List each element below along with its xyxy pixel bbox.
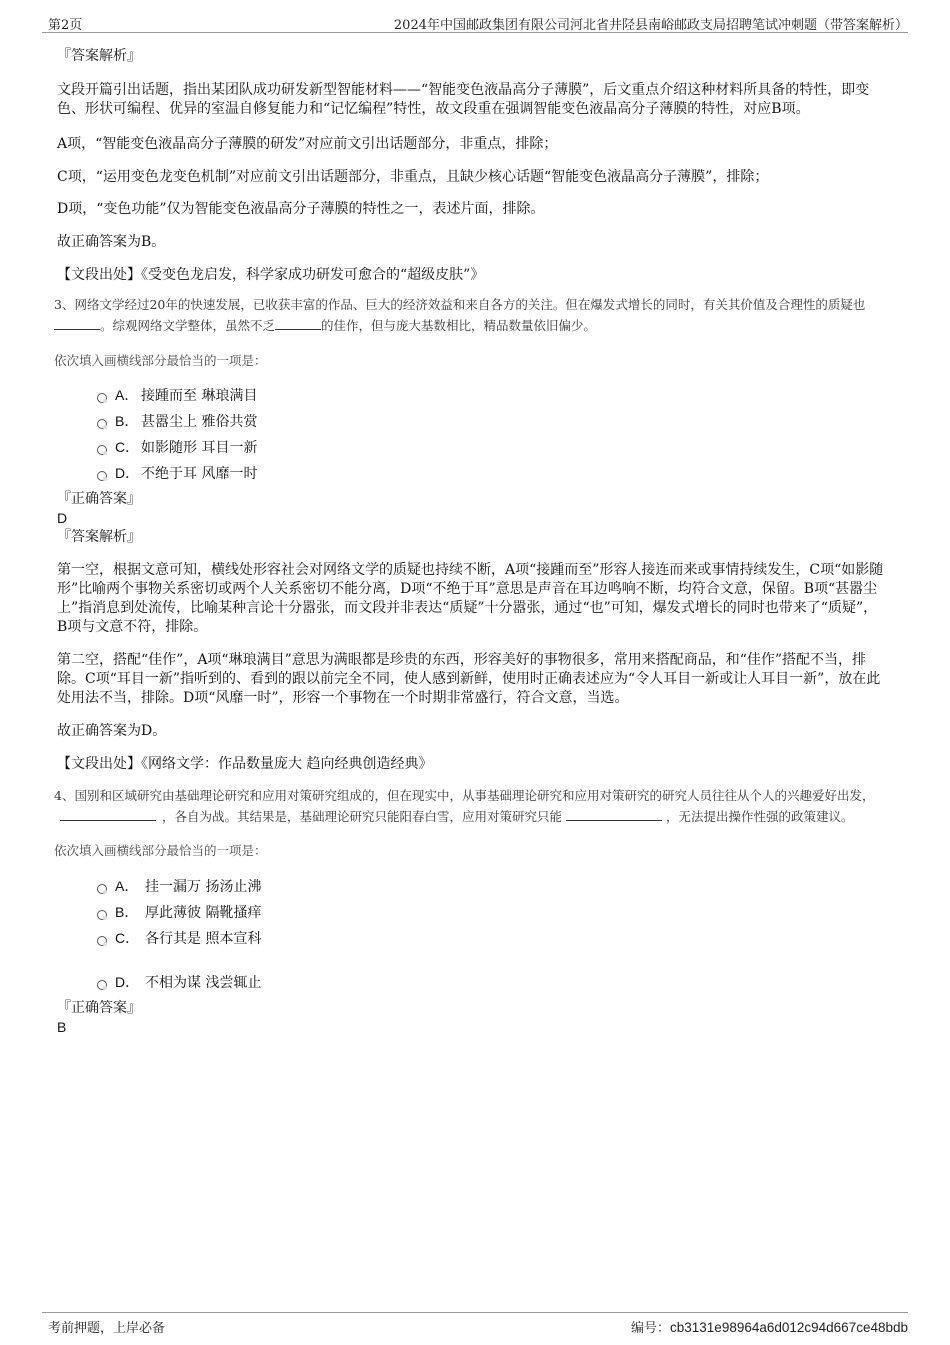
q4-options	[57, 876, 887, 998]
q3-answer: D	[57, 510, 68, 526]
q3-analysis-label: 『答案解析』	[57, 529, 141, 545]
q3-conclusion: 故正确答案为D。	[57, 723, 167, 739]
document-code	[631, 1317, 908, 1336]
q3-analysis-second-blank: 第二空，搭配“佳作”，A项“琳琅满目”意思为满眼都是珍贵的东西，形容美好的事物很多，常用来搭配商品，和“佳作”搭配不当，排除。C项“耳目一新”指听到的、看到的跟以前完全不同，使人感到新鲜，使用时正确表述应为“令人耳目一新或让人耳目一新”，放在此处用法不当，排除。D项“风靡一时”，形容一个事物在一个时期非常盛行，符合文意，当选。	[57, 652, 881, 706]
q3-source	[57, 754, 887, 774]
code-value: cb3131e98964a6d012c94d667ce48bdb	[670, 1320, 908, 1335]
radio-button-icon[interactable]	[97, 445, 107, 455]
q4-prompt: 依次填入画横线部分最恰当的一项是：	[54, 843, 267, 858]
radio-button-icon[interactable]	[97, 419, 107, 429]
q3-answer-label: 『正确答案』	[57, 491, 141, 507]
answer-blank	[566, 806, 662, 821]
answer-blank	[60, 806, 156, 821]
answer-blank	[54, 315, 100, 330]
source-label: 【文段出处】	[57, 756, 141, 772]
radio-button-icon[interactable]	[97, 884, 107, 894]
q3-options	[57, 385, 887, 489]
radio-button-icon[interactable]	[97, 936, 107, 946]
q2-analysis-paragraph: 文段开篇引出话题，指出某团队成功研发新型智能材料——“智能变色液晶高分子薄膜”，后文重点介绍这种材料所具备的特性，即变色、形状可编程、优异的室温自修复能力和“记忆编程”特性，故文段重在强调智能变色液晶高分子薄膜的特性，对应B项。	[57, 82, 870, 117]
source-label: 【文段出处】	[57, 267, 141, 283]
answer-blank	[275, 315, 321, 330]
source-title: 《受变色龙启发，科学家成功研发可愈合的“超级皮肤”》	[141, 267, 485, 283]
page-content	[54, 44, 887, 1036]
radio-button-icon[interactable]	[97, 910, 107, 920]
q3-question-text: 3、网络文学经过20年的快速发展，已收获丰富的作品、巨大的经济效益和来自各方的关注。但在爆发式增长的同时，有关其价值及合理性的质疑也。综观网络文学整体，虽然不乏 的佳作，但与庞大基数相比，精品数量依旧偏少。	[54, 297, 866, 333]
q4-option-b[interactable]: B． 厚此薄彼 隔靴搔痒	[57, 902, 887, 928]
q3-option-a[interactable]: A． 接踵而至 琳琅满目	[57, 385, 887, 411]
q2-option-d-analysis: D项，“变色功能”仅为智能变色液晶高分子薄膜的特性之一，表述片面，排除。	[57, 201, 545, 217]
q4-answer: B	[57, 1019, 67, 1035]
q4-option-a[interactable]: A． 挂一漏万 扬汤止沸	[57, 876, 887, 902]
q2-option-c-analysis: C项，“运用变色龙变色机制”对应前文引出话题部分，非重点，且缺少核心话题“智能变色液晶高分子薄膜”，排除；	[57, 169, 769, 185]
q3-analysis-first-blank: 第一空，根据文意可知，横线处形容社会对网络文学的质疑也持续不断，A项“接踵而至”形容人接连而来或事情持续发生，C项“如影随形”比喻两个事物关系密切或两个人关系密切不能分离，D项“不绝于耳”意思是声音在耳边鸣响不断，均符合文意，保留。B项“甚嚣尘上”指消息到处流传，比喻某种言论十分嚣张，而文段并非表达“质疑”十分嚣张，通过“也”可知，爆发式增长的同时也带来了“质疑”，B项与文意不符，排除。	[57, 562, 884, 635]
q3-option-d[interactable]: D． 不绝于耳 风靡一时	[57, 463, 887, 489]
q3-prompt: 依次填入画横线部分最恰当的一项是：	[54, 353, 267, 368]
page-number: 第2页	[48, 18, 83, 33]
q4-question-text: 4、国别和区域研究由基础理论研究和应用对策研究组成的，但在现实中，从事基础理论研究和应用对策研究的研究人员往往从个人的兴趣爱好出发，，各自为战。其结果是，基础理论研究只能阳春白雪，应用对策研究只能 ，无法提出操作性强的政策建议。	[54, 788, 875, 824]
footer-slogan: 考前押题，上岸必备	[48, 1321, 166, 1336]
code-label: 编号：	[631, 1321, 671, 1336]
q2-analysis-label: 『答案解析』	[57, 48, 141, 64]
q2-option-a-analysis: A项，“智能变色液晶高分子薄膜的研发”对应前文引出话题部分，非重点，排除；	[57, 136, 558, 152]
page-footer	[42, 1312, 908, 1337]
q2-conclusion: 故正确答案为B。	[57, 234, 166, 250]
q4-answer-label: 『正确答案』	[57, 1000, 141, 1016]
radio-button-icon[interactable]	[97, 393, 107, 403]
radio-button-icon[interactable]	[97, 980, 107, 990]
q2-source	[57, 265, 887, 285]
source-title: 《网络文学：作品数量庞大 趋向经典创造经典》	[141, 756, 433, 772]
document-title: 2024年中国邮政集团有限公司河北省井陉县南峪邮政支局招聘笔试冲刺题（带答案解析）	[393, 18, 908, 33]
q4-option-c[interactable]: C． 各行其是 照本宣科	[57, 928, 887, 972]
q4-option-d[interactable]: D． 不相为谋 浅尝辄止	[57, 972, 887, 998]
radio-button-icon[interactable]	[97, 471, 107, 481]
q3-option-c[interactable]: C． 如影随形 耳目一新	[57, 437, 887, 463]
page-header	[42, 12, 908, 33]
q3-option-b[interactable]: B． 甚嚣尘上 雅俗共赏	[57, 411, 887, 437]
